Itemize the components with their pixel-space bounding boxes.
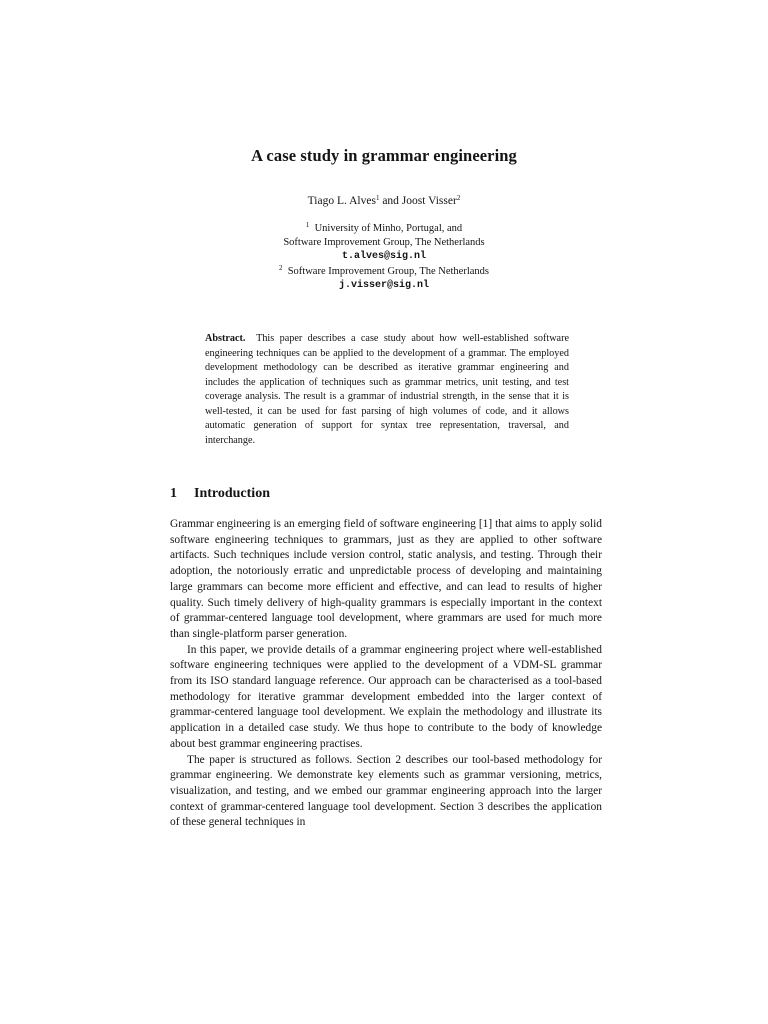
affiliation-mark: 1 bbox=[375, 194, 380, 202]
abstract-text: This paper describes a case study about how well-established software engineering techniques can be applied to the development of a grammar. The employed development methodology can be described as iterative grammar engineering and includes the application of techniques such as grammar metrics, unit testing, and test coverage analysis. The result is a grammar of industrial strength, in the sense that it is well-tested, it can be used for fast parsing of high volumes of code, and it allows automatic generation of support for syntax tree representation, traversal, and interchange. bbox=[205, 333, 569, 446]
affiliation-mark: 1 bbox=[305, 221, 310, 229]
author-conjunction: and bbox=[379, 195, 402, 207]
affiliation-mark: 2 bbox=[456, 194, 461, 202]
body-paragraph: The paper is structured as follows. Section 2 describes our tool-based methodology for grammar engineering. We demonstrate key elements such as grammar versioning, metrics, visualization, and testing, and we embed our grammar engineering approach into the larger context of grammar-centered language tool development. Section 3 describes the application of these general techniques in bbox=[170, 753, 602, 829]
author-line bbox=[0, 195, 768, 207]
affiliation-line bbox=[0, 222, 768, 236]
section-heading bbox=[170, 486, 270, 502]
body-paragraph: In this paper, we provide details of a grammar engineering project where well-established software engineering techniques were applied to the development of a VDM-SL grammar from its ISO standard language reference. Our approach can be characterised as a tool-based methodology for iterative grammar development embedded into the larger context of grammar-centered language tool development. We explain the methodology and illustrate its application in a detailed case study. We thus hope to contribute to the body of knowledge about best grammar engineering practises. bbox=[170, 643, 602, 750]
affiliation-text: University of Minho, Portugal, and bbox=[314, 223, 463, 234]
affiliation-text: Software Improvement Group, The Netherlands bbox=[287, 265, 490, 277]
section-body bbox=[170, 517, 602, 831]
body-paragraph: Grammar engineering is an emerging field of software engineering [1] that aims to apply solid software engineering techniques to grammars, just as they are applied to other software artifacts. Such techniques include version control, static analysis, and testing. Through their adoption, the notoriously erratic and unpredictable process of developing and maintaining large grammars can become more efficient and effective, and can lead to results of higher quality. Such timely delivery of high-quality grammars is especially important in the context of grammar-centered language tool development, where grammars are used for much more than single-platform parser generation. bbox=[170, 518, 602, 640]
section-number: 1 bbox=[170, 486, 177, 501]
section-title: Introduction bbox=[194, 486, 270, 501]
paper-title: A case study in grammar engineering bbox=[251, 146, 517, 165]
affiliation-text: Software Improvement Group, The Netherlands bbox=[283, 237, 485, 249]
email-address: t.alves@sig.nl bbox=[341, 251, 426, 263]
author-name: Joost Visser bbox=[401, 195, 457, 207]
abstract bbox=[205, 332, 569, 448]
abstract-label: Abstract. bbox=[205, 333, 246, 344]
affiliation-mark: 2 bbox=[278, 263, 283, 272]
author-name: Tiago L. Alves bbox=[307, 195, 376, 207]
affiliation-line bbox=[0, 265, 768, 279]
affiliations bbox=[0, 222, 768, 293]
email-address: j.visser@sig.nl bbox=[338, 279, 429, 291]
